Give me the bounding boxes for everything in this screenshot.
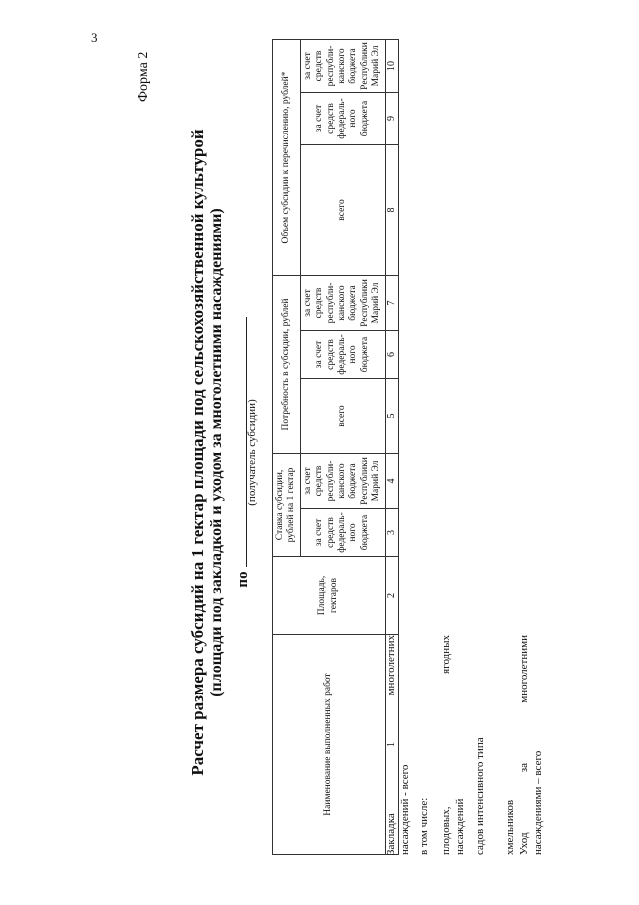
- column-number: 8: [385, 144, 398, 275]
- row-hop-gardens: хмельников: [504, 799, 516, 855]
- header-rate-federal: за счет средств федераль-ного бюджета: [300, 509, 385, 557]
- header-rate-republic: за счет средств республи-канского бюджета Республики Марий Эл: [300, 454, 385, 509]
- header-volume-total: всего: [300, 144, 385, 275]
- column-number: 10: [385, 39, 398, 92]
- form-title: Расчет размера субсидий на 1 гектар площади под сельскохозяйственной культурой: [188, 129, 207, 776]
- form-label: Форма 2: [136, 51, 151, 102]
- header-need-federal: за счет средств федераль-ного бюджета: [300, 331, 385, 379]
- column-number: 5: [385, 379, 398, 454]
- column-number: 6: [385, 331, 398, 379]
- column-number: 9: [385, 92, 398, 144]
- header-area: Площадь, гектаров: [273, 557, 386, 635]
- row-planting-total: Закладка многолетних насаждений - всего: [385, 635, 411, 855]
- po-label: по: [235, 571, 251, 588]
- page-number: 3: [91, 30, 98, 45]
- column-number: 2: [385, 557, 398, 635]
- header-need-republic: за счет средств республи-канского бюджета Республики Марий Эл: [300, 275, 385, 330]
- row-care-total: Уход за многолетними насаждениями – всего: [518, 635, 544, 855]
- recipient-blank: [232, 317, 247, 567]
- subsidy-table: [272, 39, 399, 855]
- header-volume-group: Объем субсидии к перечислению, рублей*: [273, 39, 301, 275]
- header-volume-federal: за счет средств федераль-ного бюджета: [300, 92, 385, 144]
- header-rate-group: Ставка субсидии, рублей на 1 гектар: [273, 454, 301, 557]
- column-number: 4: [385, 454, 398, 509]
- form-subtitle: (площади под закладкой и уходом за многолетними насаждениями): [208, 208, 225, 697]
- row-fruit-berry: плодовых, ягодных насаждений: [440, 635, 466, 855]
- header-work-name: Наименование выполненных работ: [273, 635, 386, 855]
- header-need-total: всего: [300, 379, 385, 454]
- recipient-caption: (получатель субсидии): [246, 399, 258, 506]
- column-number: 7: [385, 275, 398, 330]
- row-including: в том числе:: [418, 797, 430, 855]
- header-volume-republic: за счет средств республи-канского бюджета Республики Марий Эл: [300, 39, 385, 92]
- column-number: 3: [385, 509, 398, 557]
- row-intensive-gardens: садов интенсивного типа: [474, 737, 486, 855]
- column-number: 1: [385, 635, 398, 855]
- header-need-group: Потребность в субсидии, рублей: [273, 275, 301, 453]
